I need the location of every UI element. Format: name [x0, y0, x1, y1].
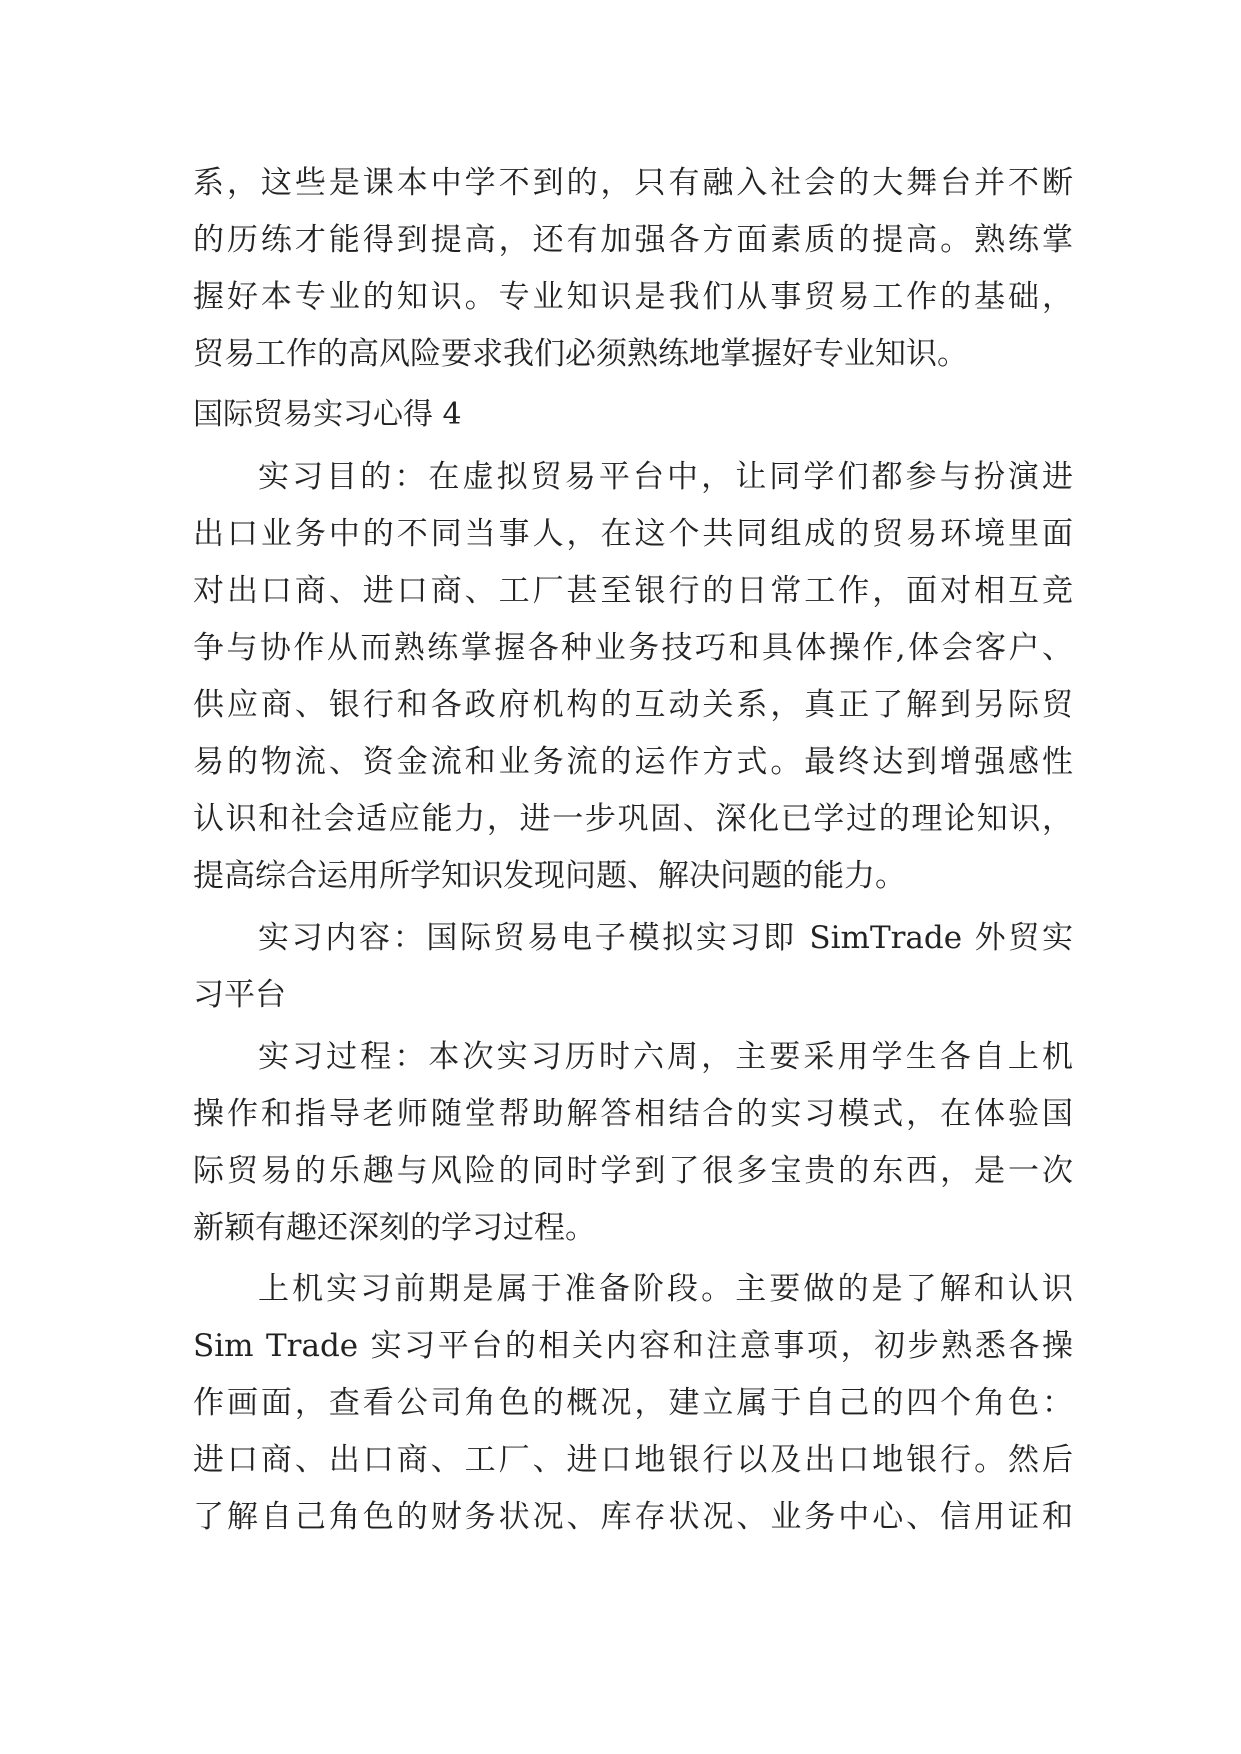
paragraph-line: 实习过程：本次实习历时六周，主要采用学生各自上机: [258, 1039, 1073, 1075]
paragraph-line: 进口商、出口商、工厂、进口地银行以及出口地银行。然后: [193, 1442, 1073, 1478]
paragraph-line: 上机实习前期是属于准备阶段。主要做的是了解和认识: [258, 1271, 1073, 1307]
paragraph-line: 了解自己角色的财务状况、库存状况、业务中心、信用证和: [193, 1499, 1073, 1535]
paragraph-line: 作画面，查看公司角色的概况，建立属于自己的四个角色：: [193, 1385, 1073, 1421]
paragraph-line: 握好本专业的知识。专业知识是我们从事贸易工作的基础，: [193, 279, 1073, 315]
paragraph-line: 新颖有趣还深刻的学习过程。: [193, 1210, 596, 1246]
paragraph-line: 实习内容：国际贸易电子模拟实习即 SimTrade 外贸实: [258, 920, 1073, 956]
paragraph-line: 争与协作从而熟练掌握各种业务技巧和具体操作,体会客户、: [193, 630, 1073, 666]
paragraph-line: 对出口商、进口商、工厂甚至银行的日常工作，面对相互竞: [193, 573, 1073, 609]
paragraph-line: 操作和指导老师随堂帮助解答相结合的实习模式，在体验国: [193, 1096, 1073, 1132]
paragraph-line: 系，这些是课本中学不到的，只有融入社会的大舞台并不断: [193, 165, 1073, 201]
paragraph-line: 易的物流、资金流和业务流的运作方式。最终达到增强感性: [193, 744, 1073, 780]
paragraph-line: 实习目的：在虚拟贸易平台中，让同学们都参与扮演进: [258, 459, 1073, 495]
paragraph-line: Sim Trade 实习平台的相关内容和注意事项，初步熟悉各操: [193, 1328, 1073, 1364]
paragraph-line: 的历练才能得到提高，还有加强各方面素质的提高。熟练掌: [193, 222, 1073, 258]
paragraph-line: 提高综合运用所学知识发现问题、解决问题的能力。: [193, 858, 906, 894]
section-heading: 国际贸易实习心得 4: [193, 397, 462, 432]
paragraph-line: 贸易工作的高风险要求我们必须熟练地掌握好专业知识。: [193, 336, 968, 372]
paragraph-line: 认识和社会适应能力，进一步巩固、深化已学过的理论知识，: [193, 801, 1073, 837]
paragraph-line: 习平台: [193, 977, 286, 1013]
paragraph-line: 供应商、银行和各政府机构的互动关系，真正了解到另际贸: [193, 687, 1073, 723]
paragraph-line: 出口业务中的不同当事人，在这个共同组成的贸易环境里面: [193, 516, 1073, 552]
paragraph-line: 际贸易的乐趣与风险的同时学到了很多宝贵的东西，是一次: [193, 1153, 1073, 1189]
